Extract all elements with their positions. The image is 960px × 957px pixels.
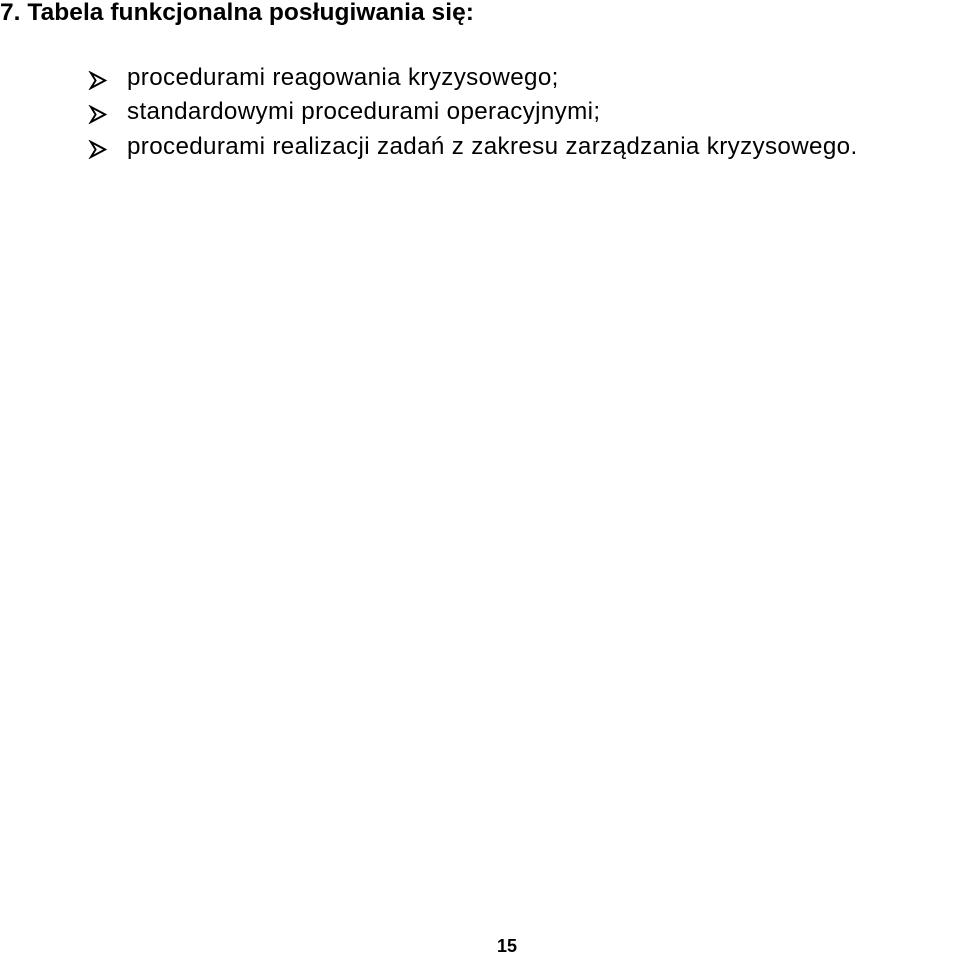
list-item-text: standardowymi procedurami operacyjnymi; [127, 98, 601, 125]
list-item-text: procedurami realizacji zadań z zakresu zarządzania kryzysowego. [127, 133, 858, 160]
arrowhead-bullet-icon [88, 140, 107, 159]
section-heading: 7. Tabela funkcjonalna posługiwania się: [0, 0, 474, 26]
page-number: 15 [496, 936, 518, 956]
list-item-text: procedurami reagowania kryzysowego; [127, 64, 559, 91]
arrowhead-bullet-icon [88, 105, 107, 124]
arrowhead-bullet-icon [88, 71, 107, 90]
